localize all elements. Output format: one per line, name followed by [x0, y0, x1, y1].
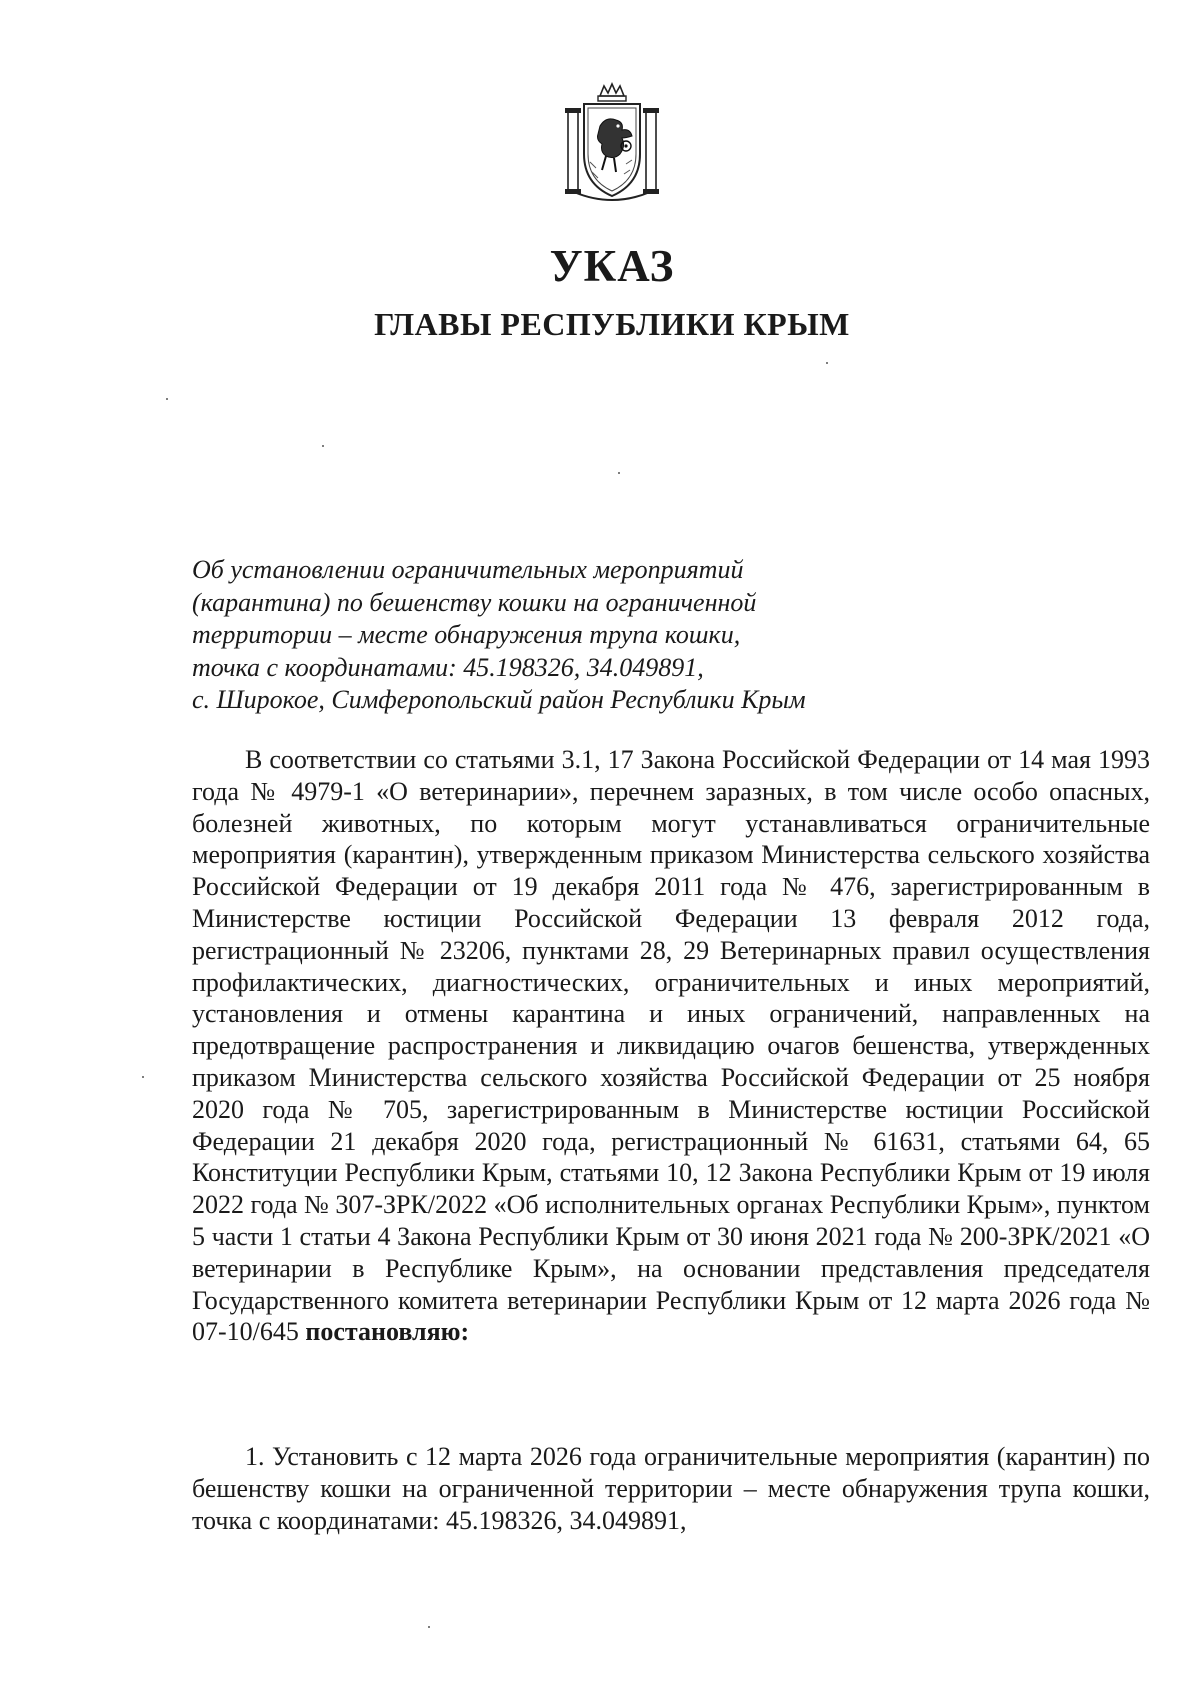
- scan-speck: [166, 398, 168, 400]
- heading-line: (карантина) по бешенству кошки на ограниченной: [192, 587, 757, 617]
- scan-speck: [618, 472, 620, 474]
- scan-speck: [826, 362, 828, 364]
- heading-line: территории – месте обнаружения трупа кошки,: [192, 620, 741, 649]
- document-title: УКАЗ: [549, 241, 675, 291]
- preamble-paragraph: [192, 744, 1150, 1348]
- coat-of-arms-icon: [560, 82, 664, 204]
- preamble-text: В соответствии со статьями 3.1, 17 Закона Российской Федерации от 14 мая 1993 года № 4979-1 «О ветеринарии», перечнем заразных, в том числе особо опасных, болезней животных, по которым могут устанавливаться ограничительные мероприятия (карантин), утвержденным приказом Министерства сельского хозяйства Российской Федерации от 19 декабря 2011 года № 476, зарегистрированным в Министерстве юстиции Российской Федерации 13 февраля 2012 года, регистрационный № 23206, пунктами 28, 29 Ветеринарных правил осуществления профилактических, диагностических, ограничительных и иных мероприятий, установления и отмены карантина и иных ограничений, направленных на предотвращение распространения и ликвидацию очагов бешенства, утвержденных приказом Министерства сельского хозяйства Российской Федерации от 25 ноября 2020 года № 705, зарегистрированным в Министерстве юстиции Российской Федерации 21 декабря 2020 года, регистрационный № 61631, статьями 64, 65 Конституции Республики Крым, статьями 10, 12 Закона Республики Крым от 19 июля 2022 года № 307-ЗРК/2022 «Об исполнительных органах Республики Крым», пунктом 5 части 1 статьи 4 Закона Республики Крым от 30 июня 2021 года № 200-ЗРК/2021 «О ветеринарии в Республике Крым», на основании представления председателя Государственного комитета ветеринарии Республики Крым от 12 марта 2026 года № 07-10/645: [192, 745, 1150, 1347]
- scan-speck: [142, 1076, 144, 1078]
- scan-speck: [322, 445, 324, 447]
- heading-line: Об установлении ограничительных мероприятий: [192, 555, 744, 584]
- heading-line: с. Широкое, Симферопольский район Республики Крым: [192, 685, 806, 714]
- decree-heading: [192, 554, 932, 717]
- item-1-paragraph: 1. Установить с 12 марта 2026 года ограничительные мероприятия (карантин) по бешенству кошки на ограниченной территории – месте обнаружения трупа кошки, точка с координатами: 45.198326, 34.049891,: [192, 1442, 1150, 1535]
- scan-speck: [428, 1626, 430, 1628]
- document-subtitle: ГЛАВЫ РЕСПУБЛИКИ КРЫМ: [374, 306, 850, 342]
- decree-word: постановляю:: [305, 1317, 470, 1347]
- heading-line: точка с координатами: 45.198326, 34.049891,: [192, 652, 704, 682]
